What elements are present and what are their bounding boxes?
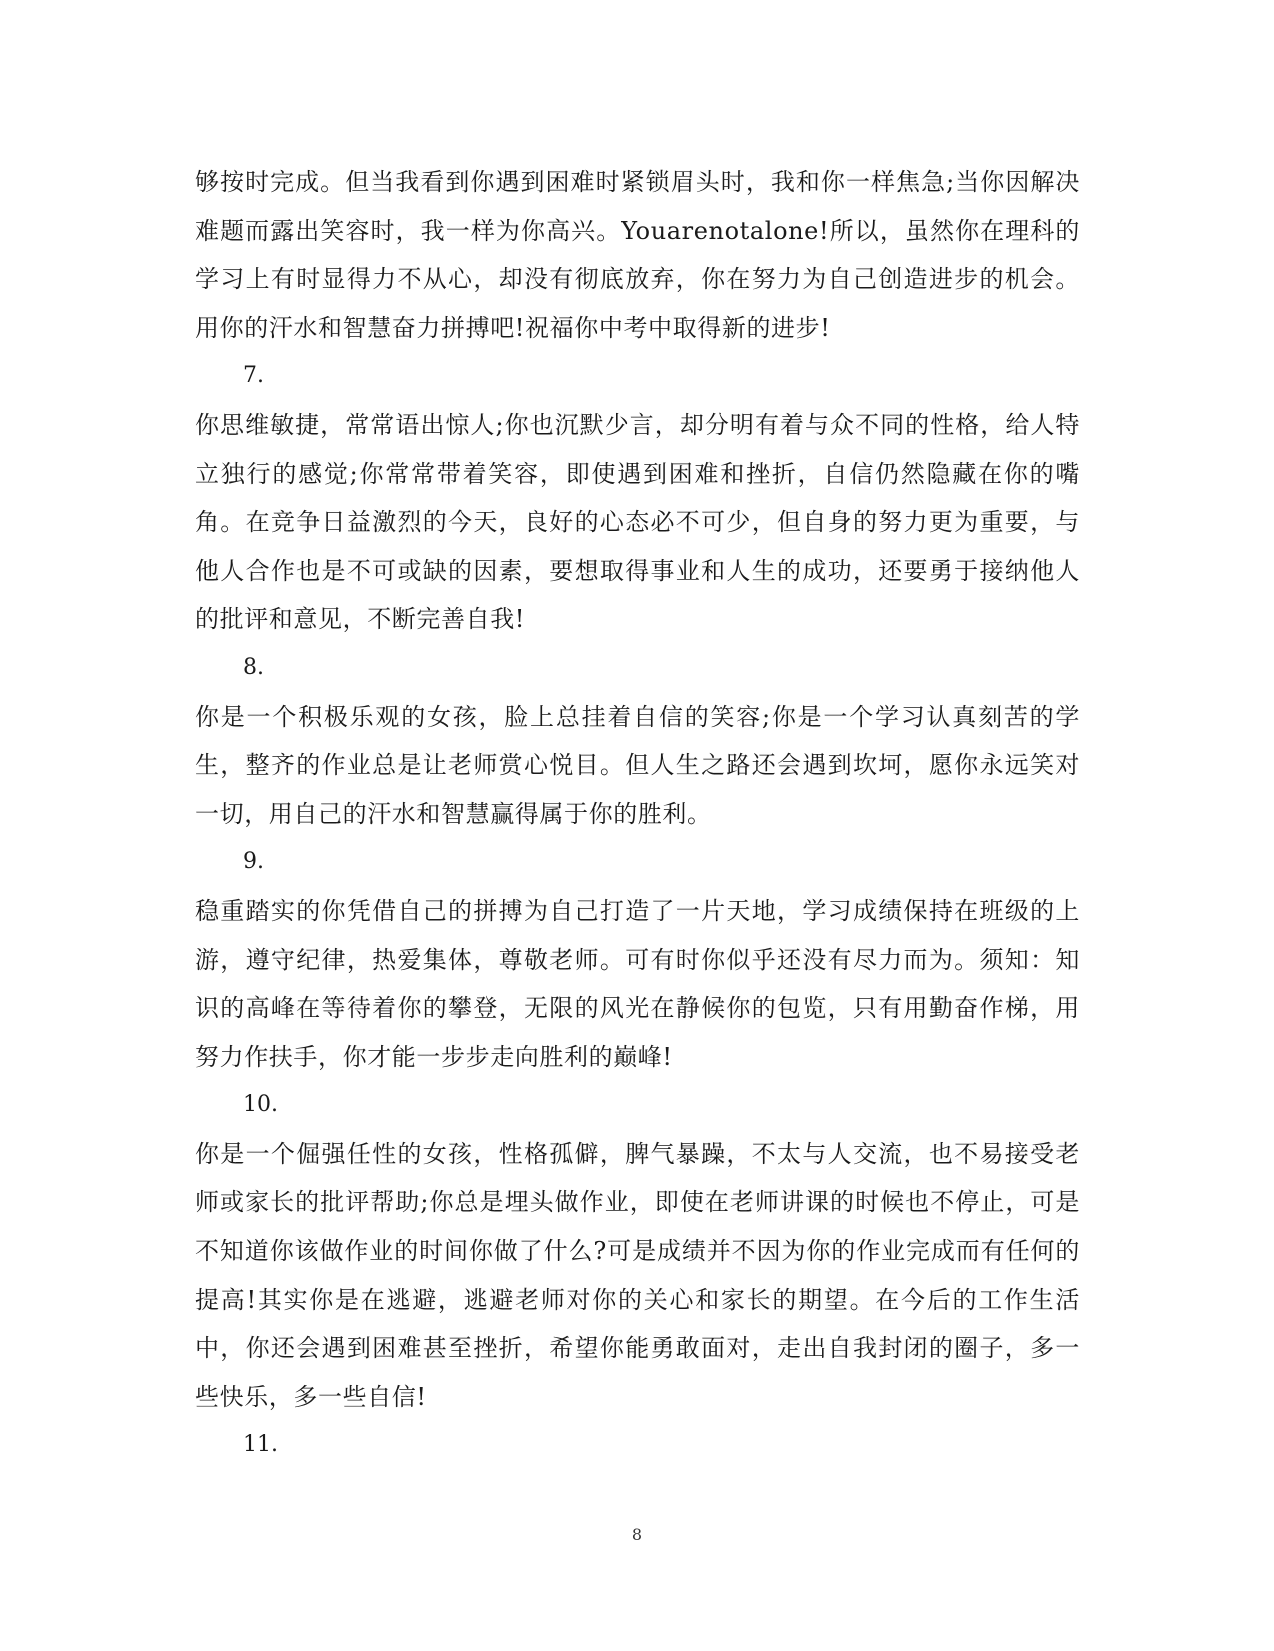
item-number-10: 10. xyxy=(243,1092,278,1118)
paragraph-9: 稳重踏实的你凭借自己的拼搏为自己打造了一片天地，学习成绩保持在班级的上游，遵守纪律，热爱集体，尊敬老师。可有时你似乎还没有尽力而为。须知：知识的高峰在等待着你的攀登，无限的风光在静候你的包览，只有用勤奋作梯，用努力作扶手，你才能一步步走向胜利的巅峰! xyxy=(195,896,1080,1071)
item-number-8: 8. xyxy=(243,654,264,680)
item-number-11: 11. xyxy=(243,1432,278,1458)
item-number-9: 9. xyxy=(243,849,264,875)
paragraph-10: 你是一个倔强任性的女孩，性格孤僻，脾气暴躁，不太与人交流，也不易接受老师或家长的批评帮助;你总是埋头做作业，即使在老师讲课的时候也不停止，可是不知道你该做作业的时间你做了什么?可是成绩并不因为你的作业完成而有任何的提高!其实你是在逃避，逃避老师对你的关心和家长的期望。在今后的工作生活中，你还会遇到困难甚至挫折，希望你能勇敢面对，走出自我封闭的圈子，多一些快乐，多一些自信! xyxy=(195,1139,1080,1411)
item-number-7: 7. xyxy=(243,363,264,389)
page-number: 8 xyxy=(631,1525,643,1544)
document-body xyxy=(195,158,1080,1470)
paragraph-7: 你思维敏捷，常常语出惊人;你也沉默少言，却分明有着与众不同的性格，给人特立独行的感觉;你常常带着笑容，即使遇到困难和挫折，自信仍然隐藏在你的嘴角。在竞争日益激烈的今天，良好的心态必不可少，但自身的努力更为重要，与他人合作也是不可或缺的因素，要想取得事业和人生的成功，还要勇于接纳他人的批评和意见，不断完善自我! xyxy=(195,410,1080,634)
paragraph-6-continued: 够按时完成。但当我看到你遇到困难时紧锁眉头时，我和你一样焦急;当你因解决难题而露出笑容时，我一样为你高兴。Youarenotalone!所以，虽然你在理科的学习上有时显得力不从心，却没有彻底放弃，你在努力为自己创造进步的机会。用你的汗水和智慧奋力拼搏吧!祝福你中考中取得新的进步! xyxy=(195,168,1080,342)
paragraph-8: 你是一个积极乐观的女孩，脸上总挂着自信的笑容;你是一个学习认真刻苦的学生，整齐的作业总是让老师赏心悦目。但人生之路还会遇到坎坷，愿你永远笑对一切，用自己的汗水和智慧赢得属于你的胜利。 xyxy=(195,702,1080,828)
